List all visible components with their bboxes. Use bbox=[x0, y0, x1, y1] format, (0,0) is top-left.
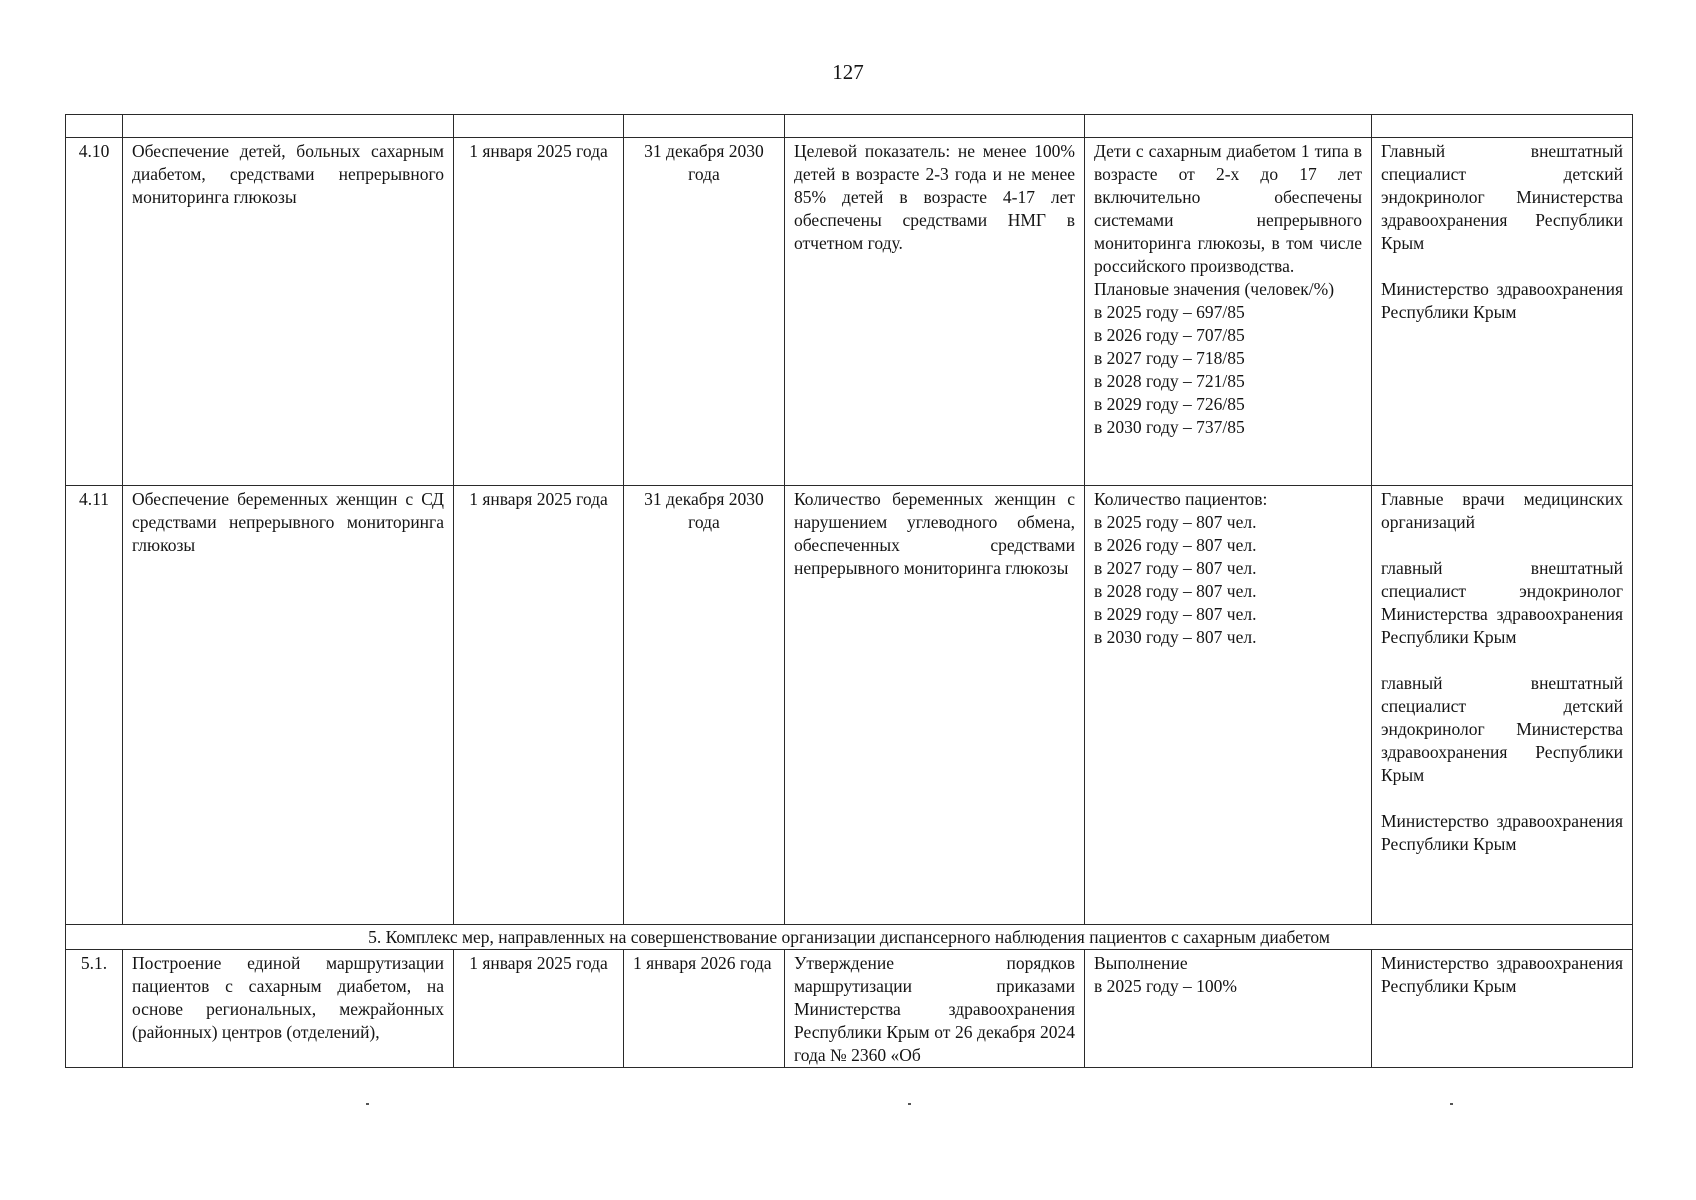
result-line: в 2027 году – 718/85 bbox=[1094, 348, 1245, 368]
result-line: в 2030 году – 737/85 bbox=[1094, 417, 1245, 437]
responsible bbox=[1372, 486, 1633, 925]
result-line: в 2025 году – 807 чел. bbox=[1094, 512, 1257, 532]
result-line: в 2026 году – 807 чел. bbox=[1094, 535, 1257, 555]
result-values bbox=[1094, 511, 1362, 649]
result-line: в 2028 году – 807 чел. bbox=[1094, 581, 1257, 601]
header-cell bbox=[785, 115, 1085, 138]
responsible-entry: главный внештатный специалист эндокринолог Министерства здравоохранения Республики Крым bbox=[1381, 558, 1623, 647]
result-plan-label: Плановые значения (человек/%) bbox=[1094, 279, 1335, 299]
end-date: 31 декабря 2030 года bbox=[624, 138, 785, 486]
page-number: 127 bbox=[832, 60, 864, 84]
expected-result bbox=[1085, 138, 1372, 486]
result-line: в 2026 году – 707/85 bbox=[1094, 325, 1245, 345]
result-line: в 2025 году – 697/85 bbox=[1094, 302, 1245, 322]
section-row bbox=[66, 925, 1633, 950]
measure-name: Обеспечение детей, больных сахарным диабетом, средствами непрерывного мониторинга глюкозы bbox=[123, 138, 454, 486]
start-date: 1 января 2025 года bbox=[454, 486, 624, 925]
result-title: Количество пациентов: bbox=[1094, 489, 1268, 509]
result-intro: Дети с сахарным диабетом 1 типа в возрасте от 2-х до 17 лет включительно обеспечены системами непрерывного мониторинга глюкозы, в том числе российского производства. bbox=[1094, 141, 1362, 276]
expected-result bbox=[1085, 950, 1372, 1068]
responsible bbox=[1372, 138, 1633, 486]
result-values bbox=[1094, 301, 1362, 439]
indicator: Количество беременных женщин с нарушением углеводного обмена, обеспеченных средствами непрерывного мониторинга глюкозы bbox=[785, 486, 1085, 925]
end-date: 31 декабря 2030 года bbox=[624, 486, 785, 925]
scan-speck bbox=[366, 1103, 369, 1105]
result-line: в 2030 году – 807 чел. bbox=[1094, 627, 1257, 647]
result-line: в 2025 году – 100% bbox=[1094, 976, 1237, 996]
indicator: Утверждение порядков маршрутизации приказами Министерства здравоохранения Республики Крым от 26 декабря 2024 года № 2360 «Об bbox=[785, 950, 1085, 1068]
header-cell bbox=[123, 115, 454, 138]
row-number: 5.1. bbox=[66, 950, 123, 1068]
measure-name: Обеспечение беременных женщин с СД средствами непрерывного мониторинга глюкозы bbox=[123, 486, 454, 925]
measure-name: Построение единой маршрутизации пациентов с сахарным диабетом, на основе региональных, межрайонных (районных) центров (отделений), bbox=[123, 950, 454, 1068]
table-row bbox=[66, 950, 1633, 1068]
section-title: 5. Комплекс мер, направленных на совершенствование организации диспансерного наблюдения пациентов с сахарным диабетом bbox=[66, 925, 1633, 950]
result-line: в 2029 году – 726/85 bbox=[1094, 394, 1245, 414]
table-row bbox=[66, 486, 1633, 925]
end-date: 1 января 2026 года bbox=[624, 950, 785, 1068]
indicator: Целевой показатель: не менее 100% детей в возрасте 2-3 года и не менее 85% детей в возрасте 4-17 лет обеспечены средствами НМГ в отчетном году. bbox=[785, 138, 1085, 486]
header-cell bbox=[66, 115, 123, 138]
result-line: в 2027 году – 807 чел. bbox=[1094, 558, 1257, 578]
responsible: Министерство здравоохранения Республики Крым bbox=[1372, 950, 1633, 1068]
header-cell bbox=[624, 115, 785, 138]
scan-speck bbox=[1450, 1103, 1453, 1105]
header-cell bbox=[1372, 115, 1633, 138]
table-header-row bbox=[66, 115, 1633, 138]
scan-speck bbox=[908, 1103, 911, 1105]
header-cell bbox=[454, 115, 624, 138]
action-plan-table bbox=[65, 114, 1633, 1068]
responsible-entry: главный внештатный специалист детский эндокринолог Министерства здравоохранения Республики Крым bbox=[1381, 673, 1623, 785]
result-title: Выполнение bbox=[1094, 953, 1188, 973]
responsible-entry: Министерство здравоохранения Республики Крым bbox=[1381, 811, 1623, 854]
responsible-entry: Главные врачи медицинских организаций bbox=[1381, 489, 1623, 532]
row-number: 4.10 bbox=[66, 138, 123, 486]
table-row bbox=[66, 138, 1633, 486]
expected-result bbox=[1085, 486, 1372, 925]
result-line: в 2029 году – 807 чел. bbox=[1094, 604, 1257, 624]
result-line: в 2028 году – 721/85 bbox=[1094, 371, 1245, 391]
responsible-entry: Главный внештатный специалист детский эндокринолог Министерства здравоохранения Республики Крым bbox=[1381, 141, 1623, 253]
responsible-entry: Министерство здравоохранения Республики Крым bbox=[1381, 279, 1623, 322]
row-number: 4.11 bbox=[66, 486, 123, 925]
start-date: 1 января 2025 года bbox=[454, 138, 624, 486]
start-date: 1 января 2025 года bbox=[454, 950, 624, 1068]
header-cell bbox=[1085, 115, 1372, 138]
